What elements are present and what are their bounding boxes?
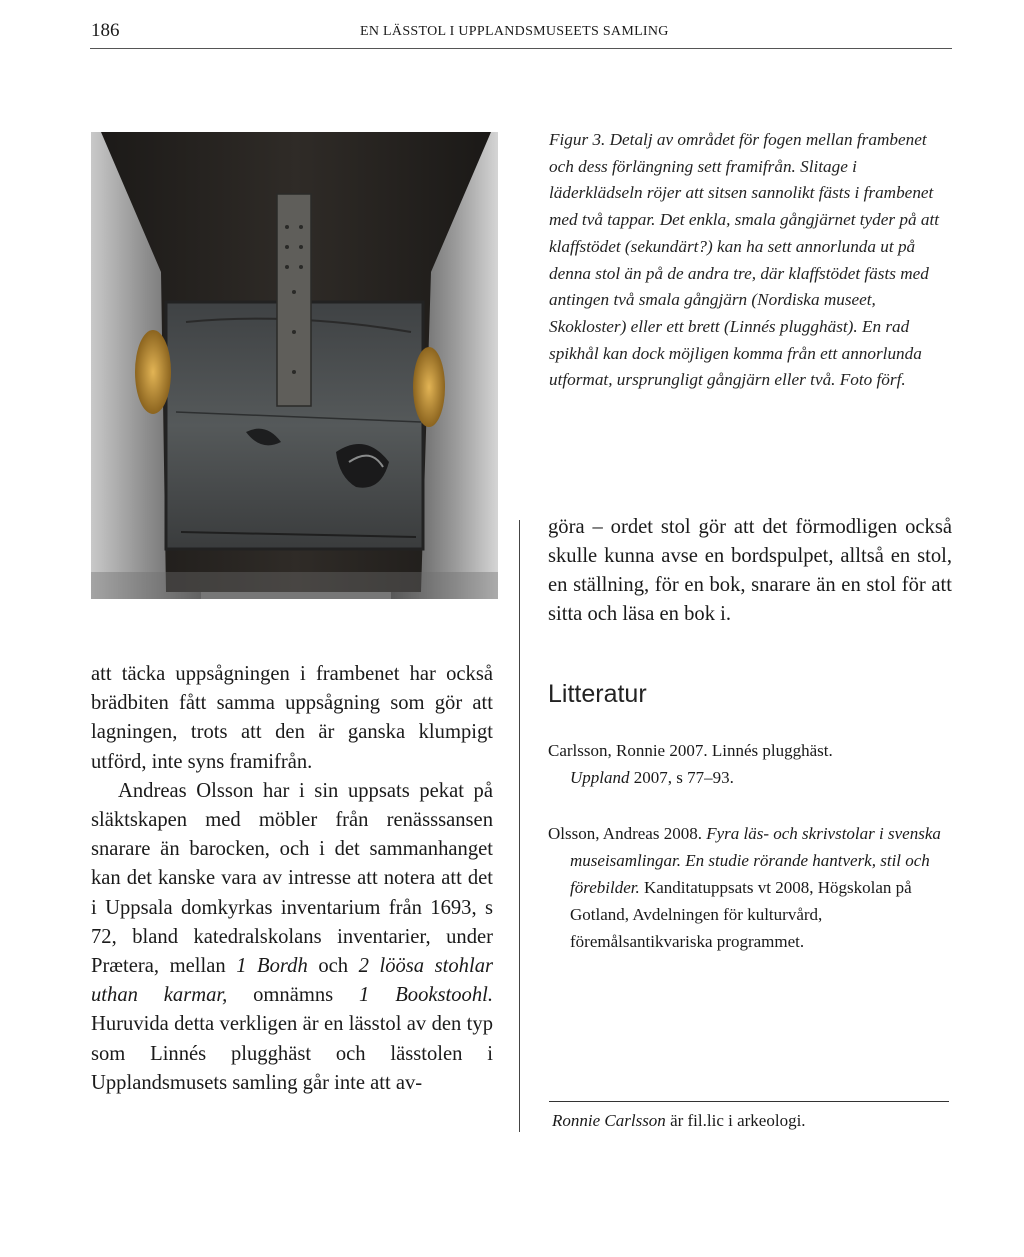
figure-photo <box>91 132 498 599</box>
body-paragraph: att täcka uppsågningen i frambenet har också brädbiten fått samma uppsågning som gör att lagningen, trots att den är ganska klumpigt utförd, inte syns framifrån. <box>91 663 493 773</box>
literature-heading: Litteratur <box>548 680 647 708</box>
running-title: EN LÄSSTOL I UPPLANDSMUSEETS SAMLING <box>360 24 669 39</box>
body-text-left-column <box>91 660 493 1098</box>
reference-entry: Olsson, Andreas 2008. Fyra läs- och skrivstolar i svenska museisamlingar. En studie rörande hantverk, stil och förebilder. Kanditatuppsats vt 2008, Högskolan på Gotland, Avdelningen för kulturvård, föremålsantikvariska programmet. <box>548 824 941 951</box>
column-divider <box>519 520 520 1132</box>
page-number: 186 <box>91 20 120 41</box>
body-paragraph: göra – ordet stol gör att det förmodligen också skulle kunna avse en bordspulpet, alltså en stol, en ställning, för en bok, snarare än en stol för att sitta och läsa en bok i. <box>548 516 952 625</box>
reference-entry: Carlsson, Ronnie 2007. Linnés plugghäst. Uppland 2007, s 77–93. <box>548 741 833 787</box>
author-note: Ronnie Carlsson är fil.lic i arkeologi. <box>552 1111 806 1130</box>
body-text-right-column <box>548 513 952 629</box>
chair-leg-detail-image <box>91 132 498 599</box>
figure-caption: Figur 3. Detalj av området för fogen mellan frambenet och dess förlängning sett framifrån. Slitage i läderklädseln röjer att sitsen sannolikt fästs i frambenet med två tappar. Det enkla, smala gångjärnet tyder på att klaffstödet (sekundärt?) kan ha sett annorlunda ut på denna stol än på de andra tre, där klaffstödet fästs med antingen två smala gångjärn (Nordiska museet, Skokloster) eller ett brett (Linnés plugghäst). En rad spikhål kan dock möjligen komma från ett annorlunda utformat, ursprungligt gångjärn eller två. Foto förf. <box>549 130 940 390</box>
header-rule <box>90 48 952 49</box>
author-rule <box>549 1101 949 1102</box>
body-paragraph: Andreas Olsson har i sin uppsats pekat på släktskapen med möbler från renässsansen snarare än barocken, och i det sammanhanget kan det kanske vara av intresse att notera att det i Uppsala domkyrkas inventarium från 1693, s 72, bland katedralskolans inventarier, under Prætera, mellan 1 Bordh och 2 löösa stohlar uthan karmar, omnämns 1 Bookstoohl. Huruvida detta verkligen är en lässtol av den typ som Linnés plugghäst och lässtolen i Upplandsmusets samling går inte att av- <box>91 779 494 1094</box>
